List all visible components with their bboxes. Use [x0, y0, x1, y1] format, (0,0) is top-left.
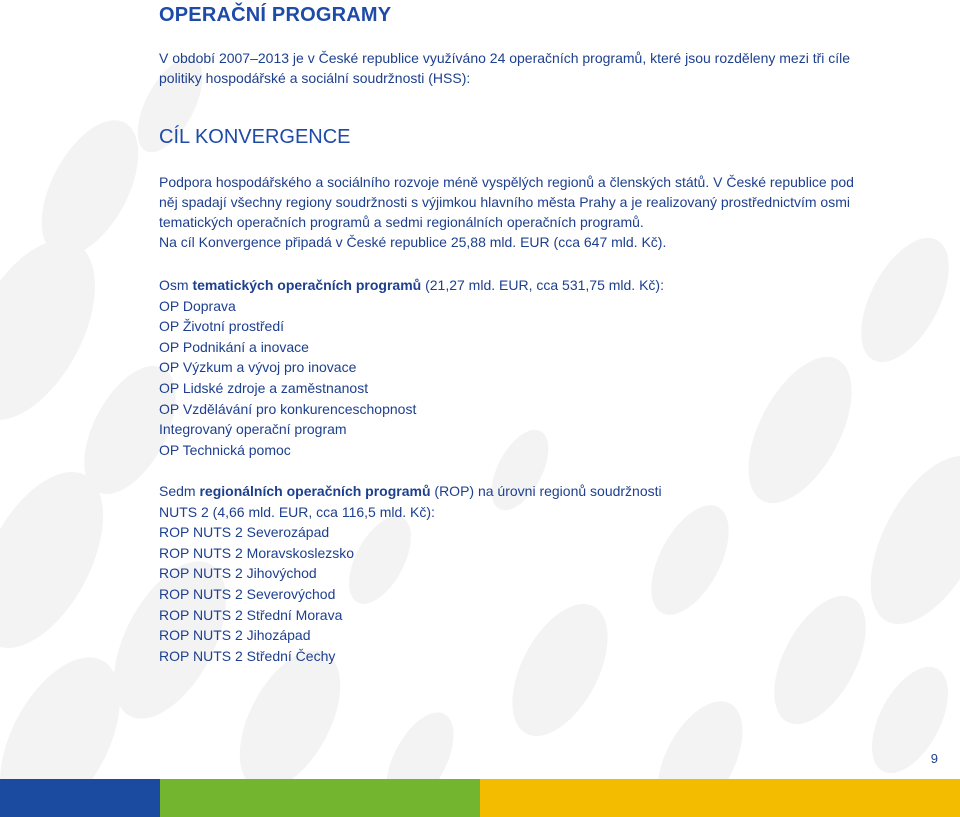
convergence-paragraph: [159, 172, 894, 252]
thematic-programs-block: [159, 275, 899, 460]
decorative-oval: [856, 655, 960, 786]
section-title: CÍL KONVERGENCE: [159, 126, 351, 148]
footer-segment-yellow: [480, 779, 960, 817]
regional-programs-heading: Sedm regionálních operačních programů (ROP) na úrovni regionů soudržnosti: [159, 483, 662, 499]
convergence-line: Na cíl Konvergence připadá v České republice 25,88 mld. EUR (cca 647 mld. Kč).: [159, 234, 667, 250]
convergence-line: Podpora hospodářského a sociálního rozvoje méně vyspělých regionů a členských států. V České republice pod: [159, 174, 854, 190]
regional-list-item: ROP NUTS 2 Jihozápad: [159, 627, 311, 644]
page-number: 9: [930, 751, 938, 766]
regional-list-item: ROP NUTS 2 Moravskoslezsko: [159, 544, 355, 561]
page-title: OPERAČNÍ PROGRAMY: [159, 4, 392, 26]
convergence-line: něj spadají všechny regiony soudržnosti s výjimkou hlavního města Prahy a je realizovaný prostřednictvím osmi: [159, 194, 850, 210]
intro-paragraph: V období 2007–2013 je v České republice využíváno 24 operačních programů, které jsou rozděleny mezi tři cíle politiky hospodářské a sociální soudržnosti (HSS):: [159, 50, 851, 86]
thematic-programs-heading: Osm tematických operačních programů (21,27 mld. EUR, cca 531,75 mld. Kč):: [159, 277, 664, 293]
thematic-programs-emphasis: tematických operačních programů: [192, 277, 422, 293]
program-list-item: OP Doprava: [159, 297, 236, 314]
program-list-item: OP Životní prostředí: [159, 318, 285, 335]
regional-list-item: ROP NUTS 2 Severovýchod: [159, 585, 336, 602]
program-list-item: Integrovaný operační program: [159, 421, 347, 438]
footer-color-bar: [0, 779, 960, 817]
regional-programs-emphasis: regionálních operačních programů: [199, 483, 431, 499]
regional-programs-heading-cont: NUTS 2 (4,66 mld. EUR, cca 116,5 mld. Kč):: [159, 503, 435, 520]
program-list-item: OP Vzdělávání pro konkurenceschopnost: [159, 400, 417, 417]
footer-segment-green: [160, 779, 480, 817]
regional-list-item: ROP NUTS 2 Střední Čechy: [159, 647, 336, 664]
regional-list-item: ROP NUTS 2 Střední Morava: [159, 606, 343, 623]
program-list-item: OP Technická pomoc: [159, 441, 291, 458]
regional-list-item: ROP NUTS 2 Severozápad: [159, 524, 330, 541]
regional-programs-block: [159, 481, 899, 666]
footer-segment-blue: [0, 779, 160, 817]
regional-list-item: ROP NUTS 2 Jihovýchod: [159, 565, 317, 582]
convergence-line: tematických operačních programů a sedmi regionálních operačních programů.: [159, 214, 644, 230]
program-list-item: OP Podnikání a inovace: [159, 338, 309, 355]
program-list-item: OP Lidské zdroje a zaměstnanost: [159, 379, 369, 396]
program-list-item: OP Výzkum a vývoj pro inovace: [159, 359, 357, 376]
